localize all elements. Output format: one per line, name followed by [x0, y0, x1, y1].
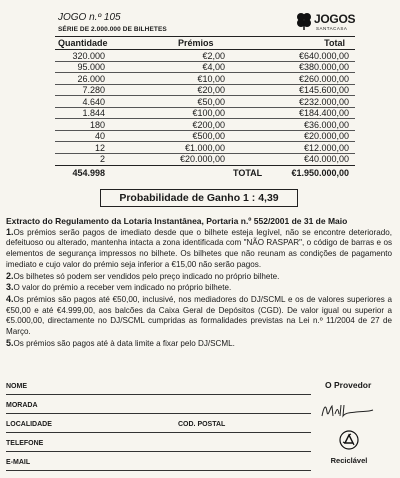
- cell-prize: €20.000,00: [179, 154, 225, 164]
- header-prizes: Prémios: [178, 38, 214, 48]
- table-row: [55, 96, 355, 108]
- rule-item: [6, 338, 392, 350]
- cell-total: €12.000,00: [303, 142, 349, 153]
- cell-prize: €4,00: [202, 62, 225, 72]
- cell-total: €260.000,00: [298, 73, 349, 84]
- regulation-title: Extracto do Regulamento da Lotaria Instantânea, Portaria n.º 552/2001 de 31 de Maio: [6, 216, 348, 226]
- table-row: [55, 62, 355, 74]
- regulation-extract: [6, 216, 392, 349]
- cell-total: €232.000,00: [298, 96, 349, 107]
- cell-total: €20.000,00: [303, 131, 349, 141]
- table-row: [55, 131, 355, 143]
- phone-label: TELEFONE: [6, 440, 44, 447]
- cell-total: €36.000,00: [303, 119, 349, 130]
- cell-prize: €100,00: [192, 108, 225, 118]
- cell-prize: €10,00: [197, 73, 225, 84]
- series-label: SÉRIE DE 2.000.000 DE BILHETES: [58, 26, 167, 33]
- phone-line: [6, 451, 311, 452]
- game-number: JOGO n.º 105: [58, 12, 121, 23]
- cell-total: €40.000,00: [303, 154, 349, 164]
- cell-prize: €1.000,00: [184, 142, 225, 153]
- cell-prize: €20,00: [197, 85, 225, 95]
- cell-quantity: 4.640: [82, 96, 105, 107]
- jogos-logo: [296, 10, 366, 36]
- cell-quantity: 26.000: [77, 73, 105, 84]
- header-total: Total: [324, 38, 345, 48]
- rule-number: 1.: [6, 226, 14, 237]
- rule-item: [6, 282, 392, 294]
- email-line: [6, 470, 311, 471]
- rule-text: Os bilhetes só podem ser vendidos pelo preço indicado no próprio bilhete.: [13, 271, 280, 281]
- phone-field[interactable]: [6, 434, 311, 453]
- table-row: [55, 73, 355, 85]
- rule-number: 2.: [6, 270, 14, 281]
- total-label: TOTAL: [233, 168, 263, 178]
- cell-total: €145.600,00: [298, 85, 349, 95]
- email-label: E-MAIL: [6, 459, 31, 466]
- rule-text: Os prémios são pagos até €50,00, inclusivé, nos mediadores do DJ/SCML e os de valores superiores a €50,00 e até €4.999,00, aos balcões da Caixa Geral de Depósitos (CGD). De valor igual ou superior a €5.000,00, directamente no DJ/SCML cumpridas as formalidades previstas na Lei n.º 11/2004 de 27 de Março.: [6, 294, 392, 337]
- total-value: €1.950.000,00: [291, 168, 349, 178]
- clover-icon: [296, 12, 312, 30]
- header-quantity: Quantidade: [58, 38, 108, 48]
- rule-text: Os prémios serão pagos de imediato desde que o bilhete esteja legível, não se encontre deteriorado, defeituoso ou alterado, mantenha intacta a zona identificada com "NÃO RASPAR", o código de barras e os elementos de segurança impressos no bilhete. Os bilhetes que não reunam as condições de pagamento imediato e cujo valor do prémio seja inferior a €15,00 não serão pagos.: [6, 227, 392, 269]
- rule-text: Os prémios são pagos até à data limite a fixar pelo DJ/SCML.: [13, 338, 235, 348]
- address-line: [6, 413, 311, 414]
- recycle-label: Reciclável: [330, 456, 368, 465]
- name-field[interactable]: [6, 377, 311, 396]
- table-header: [55, 36, 355, 50]
- email-field[interactable]: [6, 453, 311, 472]
- address-field[interactable]: [6, 396, 311, 415]
- prize-table: [55, 36, 355, 179]
- postal-code-label: COD. POSTAL: [178, 421, 226, 428]
- total-quantity: 454.998: [72, 168, 105, 178]
- cell-quantity: 1.844: [82, 108, 105, 118]
- table-row: [55, 108, 355, 120]
- name-label: NOME: [6, 383, 27, 390]
- rule-number: 3.: [6, 282, 14, 293]
- cell-total: €380.000,00: [298, 62, 349, 72]
- table-row: [55, 119, 355, 131]
- table-row: [55, 142, 355, 154]
- address-label: MORADA: [6, 402, 38, 409]
- rule-number: 5.: [6, 337, 14, 348]
- cell-quantity: 7.280: [82, 85, 105, 95]
- cell-quantity: 180: [89, 119, 105, 130]
- table-row: [55, 50, 355, 62]
- cell-quantity: 12: [94, 142, 105, 153]
- cell-total: €640.000,00: [298, 50, 349, 61]
- cell-prize: €2,00: [202, 50, 225, 61]
- name-line: [6, 394, 311, 395]
- table-row: [55, 85, 355, 97]
- cell-total: €184.400,00: [298, 108, 349, 118]
- logo-text: JOGOS: [314, 12, 356, 26]
- locality-label: LOCALIDADE: [6, 421, 52, 428]
- provider-label: O Provedor: [325, 380, 372, 390]
- cell-quantity: 2: [99, 154, 105, 164]
- locality-field[interactable]: [6, 415, 311, 434]
- logo-subtext: SANTACASA: [316, 26, 348, 31]
- rule-item: [6, 227, 392, 271]
- cell-quantity: 320.000: [72, 50, 105, 61]
- cell-prize: €500,00: [192, 131, 225, 141]
- rule-item: [6, 271, 392, 283]
- total-row: [55, 165, 355, 179]
- locality-line: [6, 432, 311, 433]
- rule-item: [6, 294, 392, 338]
- signature: [318, 400, 378, 420]
- rule-text: O valor do prémio a receber vem indicado no próprio bilhete.: [13, 283, 232, 293]
- recycle-mark: [326, 430, 372, 465]
- probability-box: Probabilidade de Ganho 1 : 4,39: [100, 189, 298, 207]
- cell-quantity: 40: [94, 131, 105, 141]
- cell-quantity: 95.000: [77, 62, 105, 72]
- recycle-icon: [338, 430, 360, 450]
- table-row: [55, 154, 355, 166]
- cell-prize: €200,00: [192, 119, 225, 130]
- winner-form: [6, 377, 311, 472]
- rule-number: 4.: [6, 293, 14, 304]
- cell-prize: €50,00: [197, 96, 225, 107]
